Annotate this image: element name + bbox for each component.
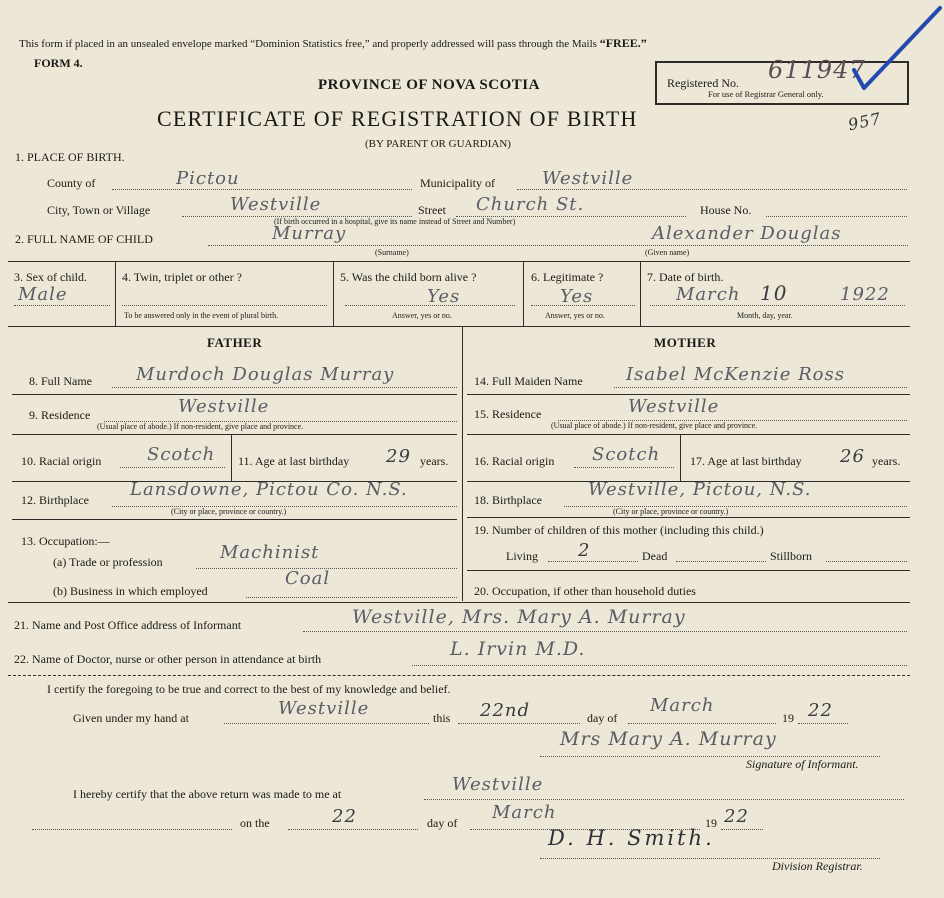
registrar-place: Westville — [452, 774, 544, 795]
born-alive-label: 5. Was the child born alive ? — [340, 270, 477, 284]
street-label: Street — [418, 203, 446, 217]
municipality-value: Westville — [542, 168, 634, 189]
child-surname: Murray — [272, 223, 347, 244]
registrar-signature-label: Division Registrar. — [772, 859, 863, 873]
mother-name-label: 14. Full Maiden Name — [474, 374, 583, 388]
form-number: FORM 4. — [34, 56, 83, 70]
cert-place: Westville — [278, 698, 370, 719]
father-years-label: years. — [420, 454, 449, 468]
given-name-note: (Given name) — [645, 248, 690, 257]
father-trade: Machinist — [220, 542, 320, 563]
city-value: Westville — [230, 194, 322, 215]
father-residence-label: 9. Residence — [29, 408, 91, 422]
father-age: 29 — [386, 446, 411, 467]
child-name-heading: 2. FULL NAME OF CHILD — [15, 232, 153, 246]
dead-label: Dead — [642, 549, 668, 563]
mother-residence-note: (Usual place of abode.) If non-resident, give place and province. — [551, 421, 758, 430]
registrar-day: 22 — [332, 806, 357, 827]
registrar-year: 22 — [724, 806, 749, 827]
father-business-label: (b) Business in which employed — [53, 584, 208, 598]
given-under-label: Given under my hand at — [73, 711, 189, 725]
page-title: CERTIFICATE OF REGISTRATION OF BIRTH — [157, 106, 638, 131]
father-name: Murdoch Douglas Murray — [136, 364, 395, 385]
registrar-dayof-label: day of — [427, 816, 458, 830]
province-heading: PROVINCE OF NOVA SCOTIA — [318, 77, 540, 93]
children-count-label: 19. Number of children of this mother (including this child.) — [474, 523, 764, 537]
cert-day: 22nd — [480, 700, 531, 721]
mother-birthplace: Westville, Pictou, N.S. — [588, 479, 812, 500]
informant-label: 21. Name and Post Office address of Informant — [14, 618, 242, 632]
mother-years-label: years. — [872, 454, 901, 468]
birth-year: 1922 — [840, 284, 890, 305]
twin-note: To be answered only in the event of plural birth. — [124, 311, 279, 320]
date-of-birth-label: 7. Date of birth. — [647, 270, 724, 284]
mother-racial-label: 16. Racial origin — [474, 454, 555, 468]
municipality-label: Municipality of — [420, 176, 495, 190]
place-of-birth-heading: 1. PLACE OF BIRTH. — [15, 150, 125, 164]
hospital-note: (If birth occurred in a hospital, give its name instead of Street and Number) — [274, 217, 516, 226]
mother-birthplace-note: (City or place, province or country.) — [613, 507, 729, 516]
checkmark-icon — [840, 0, 944, 100]
birth-day: 10 — [760, 281, 788, 305]
father-heading: FATHER — [207, 335, 263, 350]
mother-racial: Scotch — [592, 444, 661, 465]
cert-year-prefix: 19 — [782, 711, 794, 725]
registrar-statement: I hereby certify that the above return was made to me at — [73, 787, 342, 801]
mother-occupation-label: 20. Occupation, if other than household duties — [474, 584, 696, 598]
cert-dayof-label: day of — [587, 711, 618, 725]
county-label: County of — [47, 176, 96, 190]
date-note: Month, day, year. — [737, 311, 793, 320]
mother-heading: MOTHER — [654, 335, 717, 350]
legitimate-label: 6. Legitimate ? — [531, 270, 604, 284]
county-value: Pictou — [176, 168, 240, 189]
street-value: Church St. — [476, 194, 585, 215]
certification-statement: I certify the foregoing to be true and correct to the best of my knowledge and belief. — [47, 682, 451, 696]
father-residence: Westville — [178, 396, 270, 417]
child-given-name: Alexander Douglas — [652, 223, 842, 244]
legitimate-value: Yes — [560, 286, 594, 307]
mail-notice: This form if placed in an unsealed envelope marked “Dominion Statistics free,” and properly addressed will pass through the Mails “FREE.” — [19, 36, 647, 50]
city-label: City, Town or Village — [47, 203, 151, 217]
attendant-value: L. Irvin M.D. — [450, 638, 586, 660]
twin-label: 4. Twin, triplet or other ? — [122, 270, 242, 284]
registrar-year-prefix: 19 — [705, 816, 717, 830]
cert-month: March — [650, 695, 715, 716]
mother-residence: Westville — [628, 396, 720, 417]
house-label: House No. — [700, 203, 752, 217]
sex-value: Male — [18, 284, 68, 305]
mother-birthplace-label: 18. Birthplace — [474, 493, 542, 507]
registered-label: Registered No. — [667, 76, 739, 90]
father-business: Coal — [285, 568, 331, 589]
page-subtitle: (BY PARENT OR GUARDIAN) — [365, 138, 511, 150]
father-racial-label: 10. Racial origin — [21, 454, 102, 468]
stillborn-label: Stillborn — [770, 549, 813, 563]
registrar-signature: D. H. Smith. — [548, 826, 715, 850]
living-count: 2 — [578, 540, 591, 561]
father-age-label: 11. Age at last birthday — [238, 454, 350, 468]
born-alive-note: Answer, yes or no. — [392, 311, 452, 320]
father-occupation-label: 13. Occupation:— — [21, 534, 110, 548]
margin-note: 957 — [846, 108, 884, 135]
attendant-label: 22. Name of Doctor, nurse or other person in attendance at birth — [14, 652, 322, 666]
born-alive-value: Yes — [427, 286, 461, 307]
cert-year: 22 — [808, 700, 833, 721]
father-birthplace-note: (City or place, province or country.) — [171, 507, 287, 516]
father-trade-label: (a) Trade or profession — [53, 555, 163, 569]
father-residence-note: (Usual place of abode.) If non-resident, give place and province. — [97, 422, 304, 431]
father-name-label: 8. Full Name — [29, 374, 92, 388]
surname-note: (Surname) — [375, 248, 409, 257]
mother-age-label: 17. Age at last birthday — [690, 454, 802, 468]
father-birthplace: Lansdowne, Pictou Co. N.S. — [130, 479, 408, 500]
registrar-month: March — [492, 802, 557, 823]
registered-note: For use of Registrar General only. — [708, 89, 824, 99]
legitimate-note: Answer, yes or no. — [545, 311, 605, 320]
mother-age: 26 — [840, 446, 865, 467]
informant-signature: Mrs Mary A. Murray — [560, 728, 777, 750]
father-birthplace-label: 12. Birthplace — [21, 493, 89, 507]
registrar-on-label: on the — [240, 816, 270, 830]
informant-signature-label: Signature of Informant. — [746, 757, 859, 771]
sex-label: 3. Sex of child. — [14, 270, 87, 284]
cert-this-label: this — [433, 711, 451, 725]
mother-name: Isabel McKenzie Ross — [626, 364, 845, 385]
registered-number: 611947 — [768, 56, 866, 84]
informant-value: Westville, Mrs. Mary A. Murray — [352, 606, 686, 628]
living-label: Living — [506, 549, 538, 563]
birth-month: March — [676, 284, 741, 305]
father-racial: Scotch — [147, 444, 216, 465]
mother-residence-label: 15. Residence — [474, 407, 542, 421]
